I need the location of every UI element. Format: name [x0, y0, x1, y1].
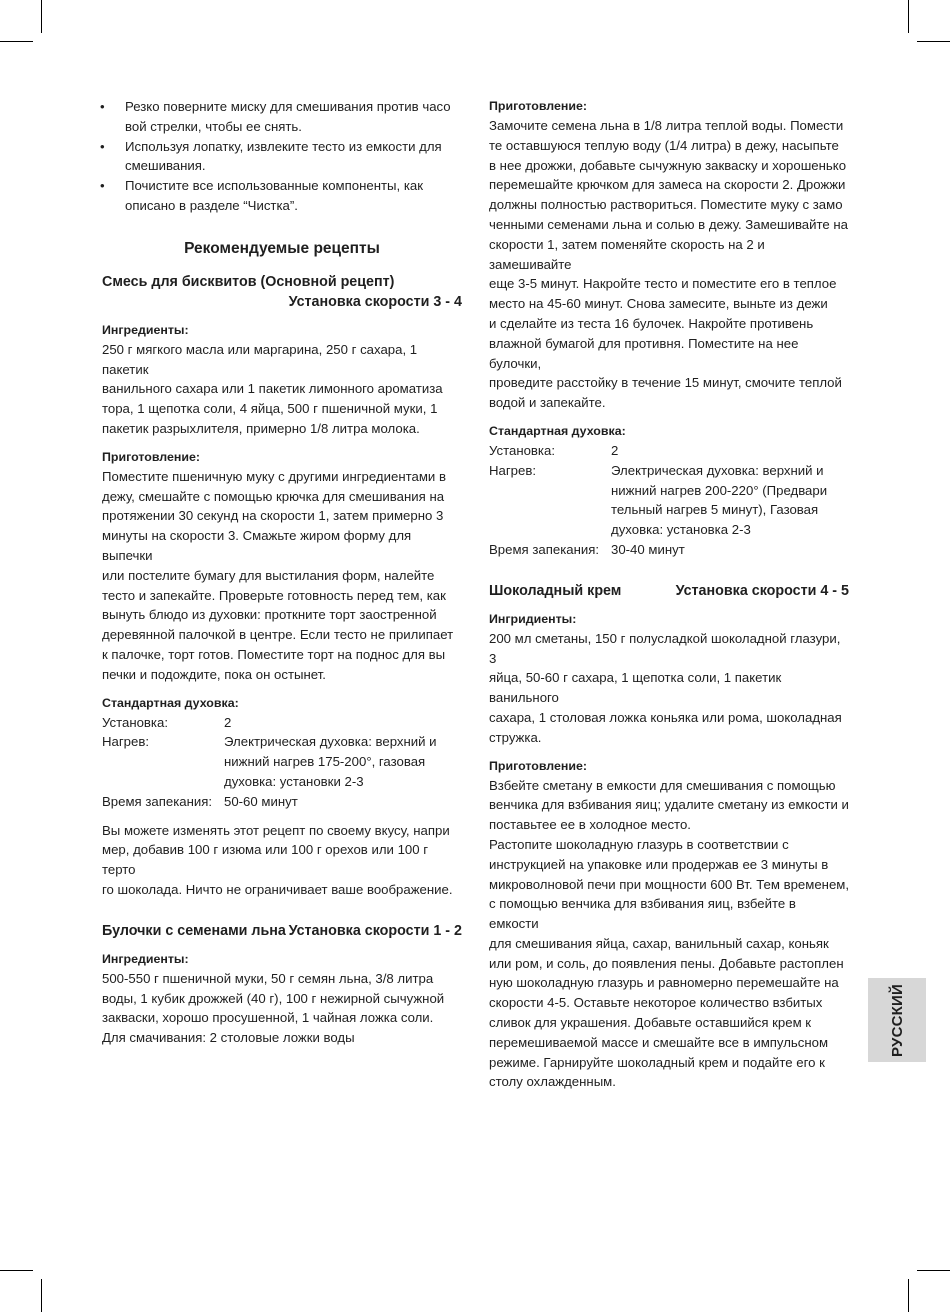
crop-mark	[908, 1279, 909, 1312]
left-column	[102, 97, 462, 1048]
recipe-title-chocolate: Шоколадный крем	[489, 582, 622, 599]
preparation-text: Поместите пшеничную муку с другими ингредиентами в дежу, смешайте с помощью крючка для смешивания на протяжении 30 секунд на скорости 1, затем примерно 3 минуты на скорости 3. Смажьте жиром форму для выпечки или постелите бумагу для выстилания форм, налейте тесто и запекайте. Проверьте готовность перед тем, как вынуть блюдо из духовки: проткните торт заостренной деревянной палочкой в центре. Если тесто не прилипает к палочке, торт готов. Поместите торт на поднос для вы печки и подождите, пока он остынет.	[102, 468, 454, 682]
oven-key: Нагрев:	[102, 734, 150, 750]
oven-label: Стандартная духовка:	[102, 695, 239, 710]
recipe-note: Вы можете изменять этот рецепт по своему вкусу, напри мер, добавив 100 г изюма или 100 г орехов или 100 г терто го шоколада. Ничто не ограничивает ваше воображение.	[102, 822, 453, 897]
crop-mark	[908, 0, 909, 33]
recipe-heading-chocolate	[489, 581, 849, 601]
ingredients-label: Ингридиенты:	[489, 611, 577, 626]
recipe-speed-chocolate: Установка скорости 4 - 5	[675, 582, 849, 599]
recipe-speed-flax: Установка скорости 1 - 2	[288, 922, 462, 939]
crop-mark	[0, 1270, 33, 1271]
oven-key: Время запекания:	[489, 541, 600, 557]
section-title: Рекомендуемые рецепты	[184, 239, 380, 257]
preparation-text: Замочите семена льна в 1/8 литра теплой воды. Помести те оставшуюся теплую воду (1/4 литра) в дежу, насыпьте в нее дрожжи, добавьте сычужную закваску и хорошенько перемешайте крючком для замеса на скорости 2. Дрожжи должны полностью раствориться. Поместите муку с замо ченными семенами льна и солью в дежу. Замешивайте на скорости 1, затем поменяйте скорость на 2 и замешивайте еще 3-5 минут. Накройте тесто и поместите его в теплое место на 45-60 минут. Снова замесите, выньте из дежи и сделайте из теста 16 булочек. Накройте противень влажной бумагой для противня. Поместите на нее булочки, проведите расстойку в течение 15 минут, смочите теплой водой и запекайте.	[489, 118, 849, 411]
ingredients-label: Ингредиенты:	[102, 322, 189, 337]
preparation-label: Приготовление:	[489, 758, 587, 773]
oven-key: Установка:	[489, 442, 555, 458]
oven-value: Электрическая духовка: верхний и нижний нагрев 200-220° (Предвари тельный нагрев 5 минут), Газовая духовка: установка 2-3	[611, 462, 828, 538]
ingredients-text: 500-550 г пшеничной муки, 50 г семян льна, 3/8 литра воды, 1 кубик дрожжей (40 г), 100 г нежирной сычужной закваски, хорошо просушенной, 1 чайная ложка соли. Для смачивания: 2 столовые ложки воды	[102, 970, 445, 1046]
preparation-label: Приготовление:	[489, 99, 587, 113]
crop-mark	[0, 41, 33, 42]
oven-settings-table	[102, 713, 462, 812]
oven-value: 50-60 минут	[224, 793, 298, 809]
bullet-item: • Резко поверните миску для смешивания против часо вой стрелки, чтобы ее снять.	[102, 97, 462, 137]
bullet-item: • Почистите все использованные компоненты, как описано в разделе “Чистка”.	[102, 176, 462, 216]
ingredients-text: 200 мл сметаны, 150 г полусладкой шоколадной глазури, 3 яйца, 50-60 г сахара, 1 щепотка соли, 1 пакетик ванильного сахара, 1 столовая ложка коньяка или рома, шоколадная стружка.	[489, 630, 842, 745]
recipe-speed-biscuit: Установка скорости 3 - 4	[288, 293, 462, 310]
recipe-title-flax: Булочки с семенами льна	[102, 922, 286, 939]
oven-key: Нагрев:	[489, 462, 537, 478]
recipe-heading-flax	[102, 921, 462, 941]
preparation-label: Приготовление:	[102, 449, 200, 464]
oven-value: 30-40 минут	[611, 541, 685, 557]
oven-label: Стандартная духовка:	[489, 423, 626, 438]
oven-value: 2	[224, 714, 232, 730]
oven-key: Установка:	[102, 714, 168, 730]
language-tab-label: РУССКИЙ	[888, 983, 906, 1057]
oven-value: 2	[611, 442, 619, 458]
recipe-title-biscuit: Смесь для бисквитов (Основной рецепт)	[102, 273, 395, 290]
crop-mark	[917, 1270, 950, 1271]
crop-mark	[41, 0, 42, 33]
ingredients-text: 250 г мягкого масла или маргарина, 250 г сахара, 1 пакетик ванильного сахара или 1 пакетик лимонного ароматиза тора, 1 щепотка соли, 4 яйца, 500 г пшеничной муки, 1 пакетик разрыхлителя, примерно 1/8 литра молока.	[102, 341, 443, 436]
bullet-list	[102, 97, 462, 216]
crop-mark	[41, 1279, 42, 1312]
oven-key: Время запекания:	[102, 793, 213, 809]
bullet-item: • Используя лопатку, извлеките тесто из емкости для смешивания.	[102, 137, 462, 177]
language-tab	[868, 978, 926, 1062]
right-column	[489, 97, 849, 1092]
oven-settings-table	[489, 441, 849, 560]
ingredients-label: Ингредиенты:	[102, 951, 189, 966]
preparation-text: Взбейте сметану в емкости для смешивания с помощью венчика для взбивания яиц; удалите сметану из емкости и поставьтее ее в холодное место. Растопите шоколадную глазурь в соответствии с инструкцией на упаковке или продержав ее 3 минуты в микроволновой печи при мощности 600 Вт. Тем временем, с помощью венчика для взбивания яиц, взбейте в емкости для смешивания яйца, сахар, ванильный сахар, коньяк или ром, и соль, до появления пены. Добавьте растоплен ную шоколадную глазурь и равномерно перемешайте на скорости 4-5. Оставьте некоторое количество взбитых сливок для украшения. Добавьте оставшийся крем к перемешиваемой массе и смешайте все в импульсном режиме. Гарнируйте шоколадный крем и подайте его к столу охлажденным.	[489, 777, 850, 1090]
oven-value: Электрическая духовка: верхний и нижний нагрев 175-200°, газовая духовка: установки 2-3	[224, 734, 437, 789]
crop-mark	[917, 41, 950, 42]
